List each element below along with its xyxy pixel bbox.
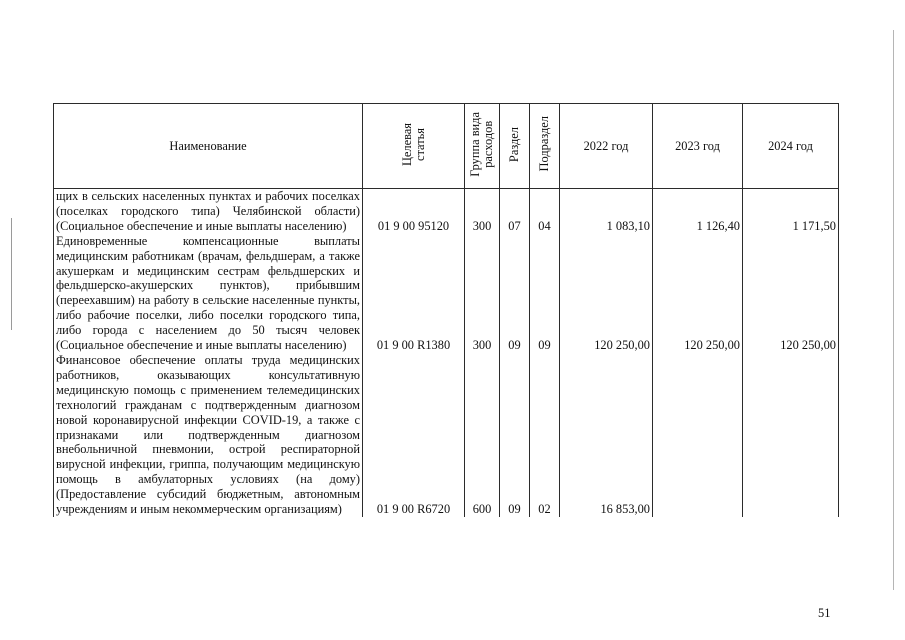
table-row — [54, 234, 839, 353]
row-name — [54, 353, 363, 517]
header-year-2024-label: 2024 год — [768, 138, 813, 153]
row-name-text: щих в сельских населенных пунктах и рабочих поселках (поселках городского типа) Челябинской области) (Социальное обеспечение и иные выплаты населению) — [56, 189, 360, 233]
header-section — [500, 104, 530, 189]
table-row — [54, 353, 839, 517]
row-name-text: Финансовое обеспечение оплаты труда медицинских работников, оказывающих консультативную медицинскую помощь с применением телемедицинских технологий гражданам с подтвержденным диагнозом новой коронавирусной инфекции COVID-19, а также с признаками или подтвержденным диагнозом внебольничной пневмонии, острой респираторной вирусной инфекции, гриппа, получающим медицинскую помощь в амбулаторных условиях (на дому) (Предоставление субсидий бюджетным, автономным учреждениям и иным некоммерческим организациям) — [56, 352, 360, 517]
row-amount-2023 — [653, 353, 743, 517]
row-amount-2023: 1 126,40 — [653, 189, 743, 234]
row-amount-2024: 1 171,50 — [743, 189, 839, 234]
table-header-row — [54, 104, 839, 189]
row-amount-2022: 120 250,00 — [560, 234, 653, 353]
row-amount-2024: 120 250,00 — [743, 234, 839, 353]
header-section-label: Раздел — [507, 126, 521, 162]
header-name-label: Наименование — [169, 138, 247, 153]
scan-edge-mark — [11, 218, 12, 330]
row-amount-2022: 1 083,10 — [560, 189, 653, 234]
scan-edge-mark — [893, 30, 894, 590]
header-subsection — [530, 104, 560, 189]
row-section: 07 — [500, 189, 530, 234]
row-amount-2024 — [743, 353, 839, 517]
header-year-2024 — [743, 104, 839, 189]
header-target-article-label: Целевая статья — [399, 122, 427, 166]
page-number: 51 — [818, 606, 831, 620]
row-subsection: 02 — [530, 353, 560, 517]
row-amount-2023: 120 250,00 — [653, 234, 743, 353]
row-expense-group: 300 — [465, 189, 500, 234]
row-amount-2022: 16 853,00 — [560, 353, 653, 517]
row-expense-group: 600 — [465, 353, 500, 517]
header-subsection-label: Подраздел — [537, 116, 551, 172]
header-name — [54, 104, 363, 189]
row-subsection: 09 — [530, 234, 560, 353]
row-name — [54, 189, 363, 234]
row-subsection: 04 — [530, 189, 560, 234]
row-target-article: 01 9 00 R1380 — [363, 234, 465, 353]
row-target-article: 01 9 00 95120 — [363, 189, 465, 234]
header-year-2022-label: 2022 год — [583, 138, 629, 153]
row-section: 09 — [500, 234, 530, 353]
header-expense-group — [465, 104, 500, 189]
header-year-2022 — [560, 104, 653, 189]
table-row — [54, 189, 839, 234]
row-target-article: 01 9 00 R6720 — [363, 353, 465, 517]
header-target-article — [363, 104, 465, 189]
row-name-text: Единовременные компенсационные выплаты медицинским работникам (врачам, фельдшерам, а также акушеркам и медицинским сестрам фельдшерских и фельдшерско-акушерских пунктов), прибывшим (переехавшим) на работу в сельские населенные пункты, либо рабочие поселки, либо поселки городского типа, либо города с населением до 50 тысяч человек (Социальное обеспечение и иные выплаты населению) — [56, 233, 360, 353]
row-expense-group: 300 — [465, 234, 500, 353]
header-expense-group-label: Группа вида расходов — [468, 111, 495, 177]
budget-table — [53, 103, 839, 517]
row-section: 09 — [500, 353, 530, 517]
row-name — [54, 234, 363, 353]
header-year-2023-label: 2023 год — [675, 138, 720, 153]
header-year-2023 — [653, 104, 743, 189]
